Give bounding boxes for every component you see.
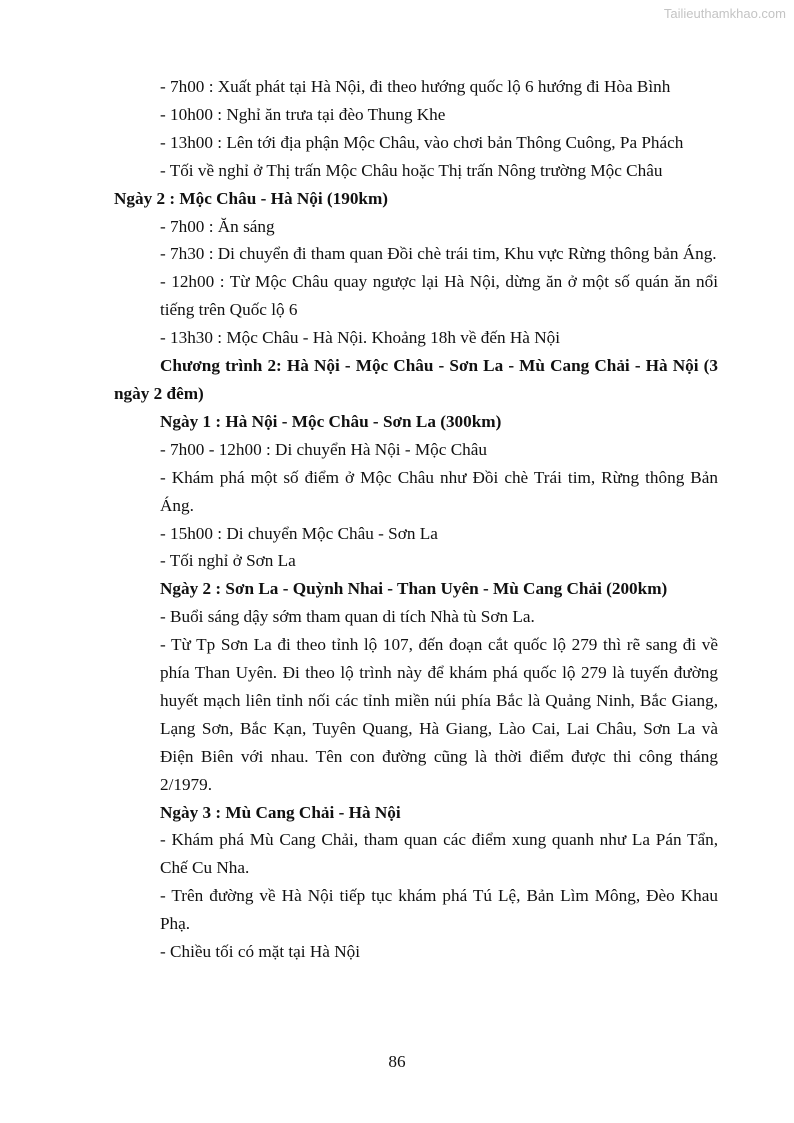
paragraph: - 13h00 : Lên tới địa phận Mộc Châu, vào chơi bản Thông Cuông, Pa Phách bbox=[160, 132, 684, 152]
paragraph: - 15h00 : Di chuyển Mộc Châu - Sơn La bbox=[160, 523, 438, 543]
paragraph: - 7h00 : Ăn sáng bbox=[160, 216, 275, 236]
watermark: Tailieuthamkhao.com bbox=[663, 6, 786, 21]
document-body bbox=[114, 73, 718, 966]
paragraph: - Tối về nghỉ ở Thị trấn Mộc Châu hoặc Thị trấn Nông trường Mộc Châu bbox=[160, 160, 663, 180]
paragraph: - Tối nghỉ ở Sơn La bbox=[160, 551, 296, 571]
paragraph: - Buổi sáng dậy sớm tham quan di tích Nhà tù Sơn La. bbox=[160, 607, 535, 627]
paragraph: - 7h00 : Xuất phát tại Hà Nội, đi theo hướng quốc lộ 6 hướng đi Hòa Bình bbox=[160, 77, 671, 96]
paragraph: - Khám phá một số điểm ở Mộc Châu như Đồi chè Trái tim, Rừng thông Bản Áng. bbox=[160, 467, 718, 515]
paragraph: - Chiều tối có mặt tại Hà Nội bbox=[160, 942, 360, 962]
paragraph: - Trên đường về Hà Nội tiếp tục khám phá Tú Lệ, Bản Lìm Mông, Đèo Khau Phạ. bbox=[160, 886, 718, 934]
section-heading: Chương trình 2: Hà Nội - Mộc Châu - Sơn La - Mù Cang Chải - Hà Nội (3 ngày 2 đêm) bbox=[114, 356, 718, 403]
paragraph: - 7h00 - 12h00 : Di chuyển Hà Nội - Mộc Châu bbox=[160, 439, 487, 459]
paragraph: - Từ Tp Sơn La đi theo tỉnh lộ 107, đến đoạn cắt quốc lộ 279 thì rẽ sang đi về phía Than Uyên. Đi theo lộ trình này để khám phá quốc lộ 279 là tuyến đường huyết mạch liên tỉnh nối các tỉnh miền núi phía Bắc là Quảng Ninh, Bắc Giang, Lạng Sơn, Bắc Kạn, Tuyên Quang, Hà Giang, Lào Cai, Lai Châu, Sơn La và Điện Biên với nhau. Tên con đường cũng là thời điểm được thi công tháng 2/1979. bbox=[160, 635, 718, 794]
paragraph: - Khám phá Mù Cang Chải, tham quan các điểm xung quanh như La Pán Tẩn, Chế Cu Nha. bbox=[160, 830, 718, 878]
page-number: 86 bbox=[388, 1052, 406, 1071]
paragraph: - 12h00 : Từ Mộc Châu quay ngược lại Hà Nội, dừng ăn ở một số quán ăn nổi tiếng trên Quốc lộ 6 bbox=[160, 272, 718, 320]
paragraph: - 10h00 : Nghỉ ăn trưa tại đèo Thung Khe bbox=[160, 104, 446, 124]
section-heading: Ngày 2 : Sơn La - Quỳnh Nhai - Than Uyên - Mù Cang Chải (200km) bbox=[160, 579, 668, 599]
section-heading: Ngày 3 : Mù Cang Chải - Hà Nội bbox=[160, 802, 401, 822]
paragraph: - 13h30 : Mộc Châu - Hà Nội. Khoảng 18h về đến Hà Nội bbox=[160, 328, 561, 348]
section-heading: Ngày 1 : Hà Nội - Mộc Châu - Sơn La (300km) bbox=[160, 411, 502, 431]
section-heading: Ngày 2 : Mộc Châu - Hà Nội (190km) bbox=[114, 188, 389, 208]
paragraph: - 7h30 : Di chuyển đi tham quan Đồi chè trái tim, Khu vực Rừng thông bản Áng. bbox=[160, 244, 717, 264]
